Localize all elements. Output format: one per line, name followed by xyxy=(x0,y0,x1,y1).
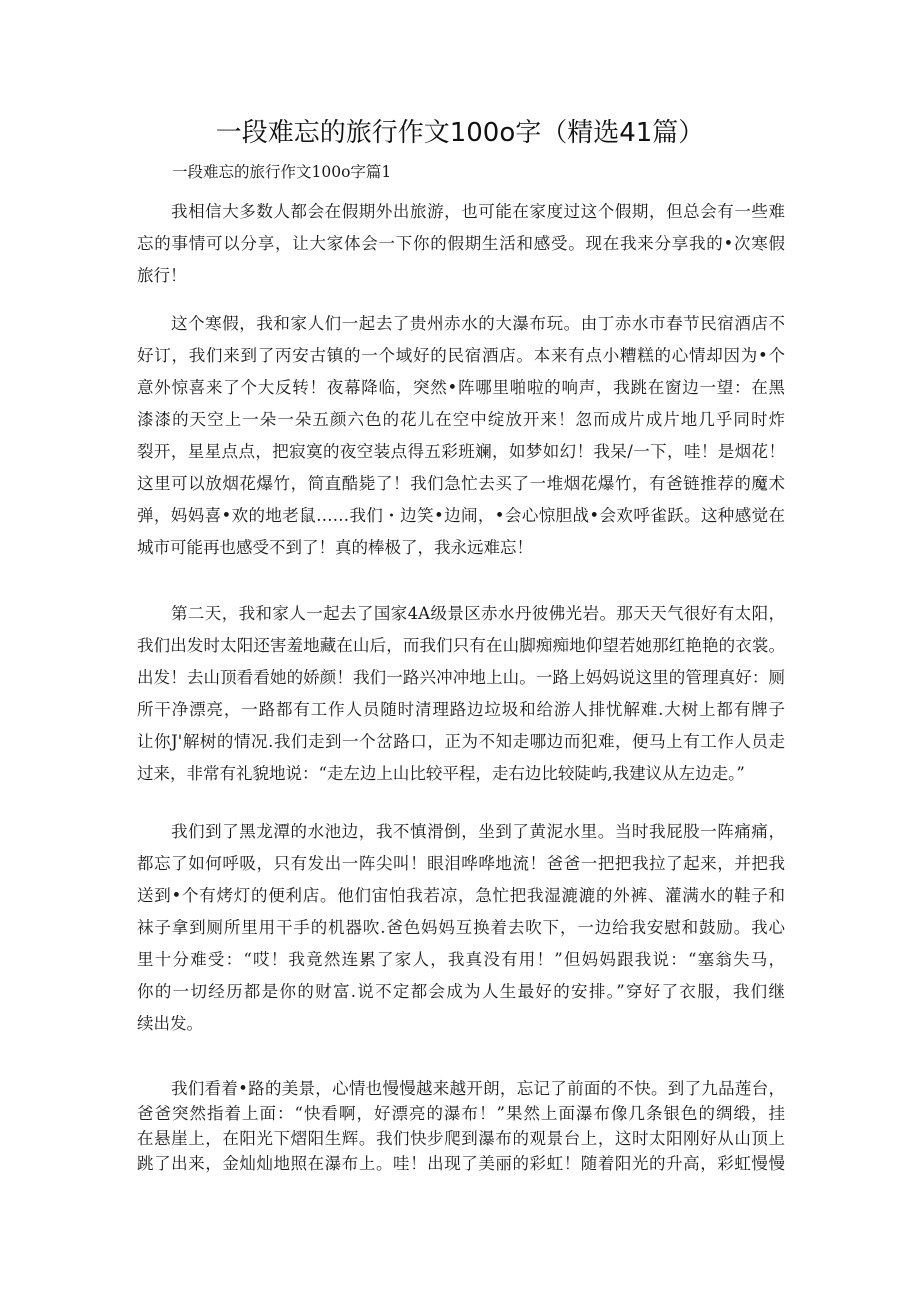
text-line: 旅行！ xyxy=(137,266,187,285)
text-line: 里十分难受：“哎！我竟然连累了家人，我真没有用！”但妈妈跟我说：“塞翁失马， xyxy=(137,950,785,969)
paragraph-2 xyxy=(137,308,785,564)
text-line: 你的一切经历都是你的财富.说不定都会成为人生最好的安排。”穿好了衣服，我们继 xyxy=(137,982,785,1001)
text-line: 袜子拿到厕所里用干手的机器吹.爸色妈妈互换着去吹下，一边给我安慰和鼓励。我心 xyxy=(137,918,785,937)
text-line: 裂开，星星点点，把寂寞的夜空装点得五彩班斓，如梦如幻！我呆/一下，哇！是烟花！ xyxy=(137,442,785,461)
paragraph-5 xyxy=(137,1076,785,1176)
text-line: 续出发。 xyxy=(137,1014,203,1033)
text-line: 第二天，我和家人一起去了国家4A级景区赤水丹彼佛光岩。那天天气很好有太阳， xyxy=(171,604,785,623)
text-line: 让你J'解树的情况.我们走到一个岔路口，正为不知走哪边而犯难，便马上有工作人员走 xyxy=(137,732,785,751)
paragraph-1 xyxy=(137,196,785,292)
text-line: 忘的事情可以分享，让大家体会一下你的假期生活和感受。现在我来分享我的•次寒假 xyxy=(137,234,785,253)
text-line: 城市可能再也感受不到了！真的棒极了，我永远难忘！ xyxy=(137,538,533,557)
text-line: 爸爸突然指着上面：“快看啊，好漂亮的瀑布！”果然上面瀑布像几条银色的绸缎，挂 xyxy=(137,1104,785,1123)
text-line: 我们到了黑龙潭的水池边，我不慎滑倒，坐到了黄泥水里。当时我屁股一阵痛痛， xyxy=(171,822,785,841)
text-line: 弹，妈妈喜•欢的地老鼠……我们・边笑•边闹，•会心惊胆战•会欢呼雀跃。这种感觉在 xyxy=(137,506,785,525)
text-line: 漆漆的天空上一朵一朵五颜六色的花儿在空中绽放开来！忽而成片成片地几乎同时炸 xyxy=(137,410,785,429)
text-line: 我们出发时太阳还害羞地藏在山后，而我们只有在山脚痴痴地仰望若她那红艳艳的衣裳。 xyxy=(137,636,785,655)
text-line: 这里可以放烟花爆竹，简直酷毙了！我们急忙去买了一堆烟花爆竹，有爸链推荐的魔术 xyxy=(137,474,785,493)
text-line: 过来，非常有礼貌地说：“走左边上山比较平程，走右边比较陡屿,我建议从左边走。” xyxy=(137,764,745,783)
text-line: 这个寒假，我和家人们一起去了贵州赤水的大瀑布玩。由丁赤水市春节民宿酒店不 xyxy=(171,314,785,333)
text-line: 我们看着•路的美景，心情也慢慢越来越开朗，忘记了前面的不快。到了九品莲台， xyxy=(171,1079,785,1098)
paragraph-3 xyxy=(137,598,785,790)
text-line: 意外惊喜来了个大反转！夜幕降临，突然•阵哪里啪啦的响声，我跳在窗边一望：在黑 xyxy=(137,378,785,397)
section-heading: 一段难忘的旅行作文100o字篇1 xyxy=(172,163,392,181)
text-line: 都忘了如何呼吸，只有发出一阵尖叫！眼泪哗哗地流！爸爸一把把我拉了起来，并把我 xyxy=(137,854,785,873)
text-line: 送到•个有烤灯的便利店。他们宙怕我若凉，急忙把我湿漉漉的外裤、灌满水的鞋子和 xyxy=(137,886,785,905)
text-line: 在悬崖上，在阳光下熠阳生辉。我们快步爬到瀑布的观景台上，这时太阳刚好从山顶上 xyxy=(137,1129,785,1148)
text-line: 跳了出来，金灿灿地照在瀑布上。哇！出现了美丽的彩虹！随着阳光的升高，彩虹慢慢 xyxy=(137,1154,785,1173)
text-line: 所干净漂亮，一路都有工作人员随时清理路边垃圾和给游人排忧解难.大树上都有牌子 xyxy=(137,700,785,719)
text-line: 好订，我们来到了丙安古镇的一个域好的民宿酒店。本来有点小糟糕的心情却因为•个 xyxy=(137,346,785,365)
paragraph-4 xyxy=(137,816,785,1040)
text-line: 出发！去山顶看看她的娇颜！我们一路兴冲冲地上山。一路上妈妈说这里的管理真好：厕 xyxy=(137,668,785,687)
document-title: 一段难忘的旅行作文100o字（精选41篇） xyxy=(215,118,705,148)
text-line: 我相信大多数人都会在假期外出旅游，也可能在家度过这个假期，但总会有一些难 xyxy=(171,202,785,221)
